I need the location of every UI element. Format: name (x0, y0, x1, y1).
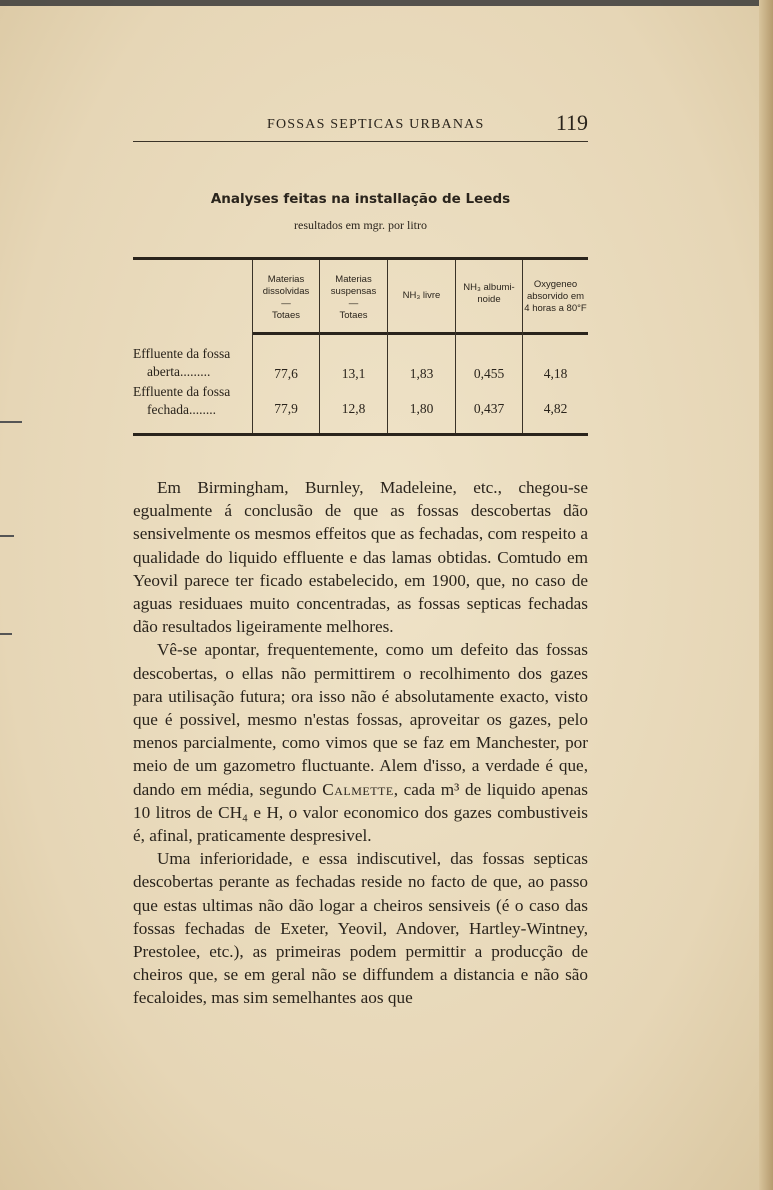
table-cell: 77,9 (274, 401, 298, 416)
row-label: Effluente da fossa aberta......... (133, 346, 231, 379)
table-cell: 13,1 (341, 366, 366, 381)
table-header-rule (252, 332, 588, 335)
column-header: Materias suspensas — Totaes (330, 274, 377, 321)
table-cell: 0,455 (473, 366, 505, 381)
table-cell: 1,83 (409, 366, 434, 381)
body-text (133, 476, 588, 1010)
margin-mark (0, 421, 22, 423)
running-head-title: FOSSAS SEPTICAS URBANAS (267, 117, 485, 132)
page-top-edge (0, 0, 773, 6)
table-cell: 12,8 (341, 401, 366, 416)
table-cell: 77,6 (274, 366, 298, 381)
table-cell: 1,80 (409, 401, 434, 416)
table-cell: 4,82 (543, 401, 568, 416)
margin-mark (0, 633, 12, 635)
table-title: Analyses feitas na installação de Leeds (210, 191, 511, 207)
table-cell: 4,18 (543, 366, 568, 381)
paragraph: Em Birmingham, Burnley, Madeleine, etc., chegou-se egualmente á conclusão de que as fossas descobertas dão sensivelmente os mesmos effeitos que as fechadas, com respeito a qualidade do liquido effluente e das lamas obtidas. Comtudo em Yeovil parece ter ficado estabelecido, em 1900, que, no caso de aguas residuaes muito concentradas, as fossas septicas fechadas dão resultados ligeiramente melhores. (133, 478, 588, 637)
running-head (133, 110, 588, 138)
paragraph: Uma inferioridade, e essa indiscutivel, das fossas septicas descobertas perante as fechadas reside no facto de que, ao passo que estas ultimas não dão logar a cheiros sensiveis (é o caso das fossas fechadas de Exeter, Yeovil, Andover, Hartley-Wintney, Prestolee, etc.), as primeiras podem permittir a producção de cheiros que, se em geral não se diffundem a distancia e não são fecaloides, mas sim semelhantes aos que (133, 849, 588, 1008)
page-right-edge (759, 0, 773, 1190)
page-number: 119 (555, 110, 588, 135)
table-cell: 0,437 (473, 401, 505, 416)
header-rule (133, 141, 588, 142)
paragraph: Vê-se apontar, frequentemente, como um defeito das fossas descobertas, o ellas não permittirem o recolhimento dos gazes para utilisação futura; ora isso não é absolutamente exacto, visto que é possivel, mesmo n'estas fossas, aproveitar os gazes, pelo menos parcialmente, como vimos que se faz em Manchester, por meio de um gazometro fluctuante. Alem d'isso, a verdade é que, dando em média, segundo Calmette, cada m³ de liquido apenas 10 litros de CH₄ e H, o valor economico dos gazes combustiveis é, afinal, praticamente despresivel. (133, 640, 588, 846)
table-subtitle: resultados em mgr. por litro (294, 218, 427, 232)
table-bottom-rule (133, 433, 588, 436)
margin-mark (0, 535, 14, 537)
table-top-rule (133, 257, 588, 260)
column-header: Oxygeneo absorvido em 4 horas a 80°F (524, 279, 587, 314)
row-label: Effluente da fossa fechada........ (133, 384, 231, 417)
column-header: NH₃ albumi- noide (463, 282, 515, 305)
column-header: Materias dissolvidas — Totaes (262, 274, 310, 321)
column-header: NH₃ livre (402, 290, 441, 301)
author-name: Calmette (322, 779, 394, 799)
